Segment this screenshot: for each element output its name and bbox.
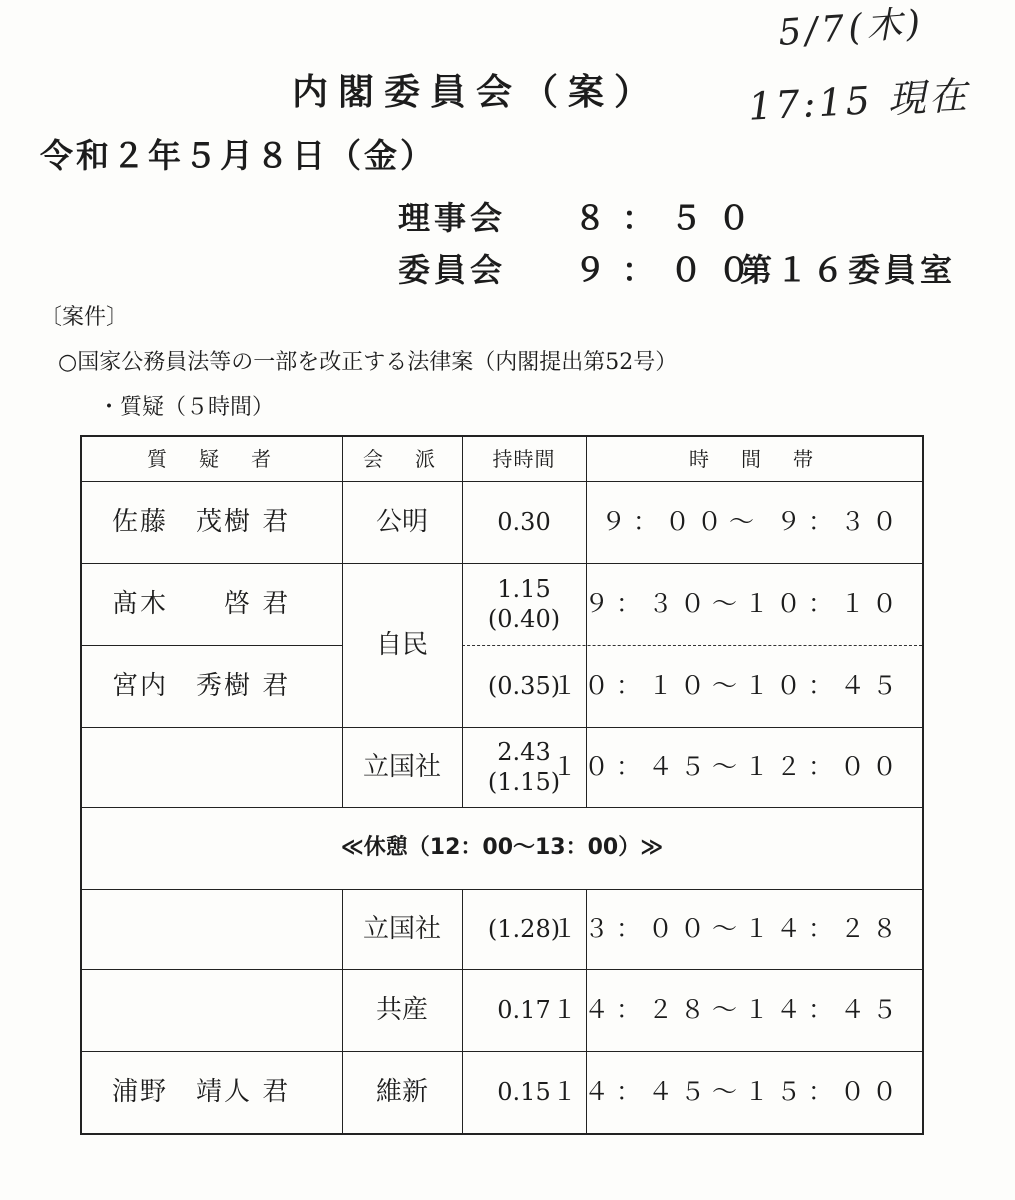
time-slot: １０：１０～１０：４５ (551, 671, 904, 700)
party-name: 共産 (375, 995, 428, 1025)
time-slot: ９：３０～１０：１０ (583, 589, 904, 618)
party-name: 立国社 (362, 914, 441, 944)
handwritten-date: 5/7(木) (776, 2, 926, 55)
time-slot: １０：４５～１２：００ (551, 752, 904, 781)
questioner-name: 宮内 秀樹 君 (112, 671, 291, 701)
questioner-name: 浦野 靖人 君 (112, 1077, 291, 1107)
duration-value: 2.43 (497, 738, 551, 766)
party-name: 立国社 (362, 752, 441, 782)
duration-subvalue: (1.15) (487, 768, 561, 796)
questioner-name: 佐藤 茂樹 君 (112, 507, 291, 537)
questioner-name (82, 969, 342, 1051)
duration-value: 1.15 (497, 575, 551, 603)
duration (462, 481, 586, 563)
header-party: 会 派 (363, 447, 441, 471)
session-label-iinkai: 委員会 (398, 251, 507, 289)
time-slot: １４：２８～１４：４５ (551, 995, 904, 1024)
lunch-break: ≪休憩（12：00～13：00）≫ (340, 835, 664, 860)
party-name: 自民 (375, 630, 428, 660)
party-name: 維新 (375, 1077, 428, 1107)
duration-value: 0.17 (497, 996, 551, 1024)
duration-value: 0.30 (497, 508, 551, 536)
questioner-name (82, 727, 342, 807)
duration-value: (1.28) (487, 915, 561, 943)
time-slot: １４：４５～１５：００ (551, 1077, 904, 1106)
session-label-rijikai: 理事会 (398, 199, 507, 237)
schedule-table (80, 435, 924, 1135)
party-name: 公明 (375, 507, 428, 537)
session-time-iinkai: ９：００ (574, 251, 767, 289)
session-time-rijikai: ８：５０ (574, 199, 767, 237)
questioner-name: 髙木 啓 君 (112, 589, 291, 619)
duration-subvalue: (0.40) (487, 605, 561, 633)
duration-value: (0.35) (487, 672, 561, 700)
duration-value: 0.15 (497, 1078, 551, 1106)
questioner-name (82, 889, 342, 969)
header-duration: 持時間 (492, 447, 556, 471)
time-slot: １３：００～１４：２８ (551, 914, 904, 943)
time-slot: ９：００～ ９：３０ (601, 507, 904, 536)
meeting-date: 令和２年５月８日（金） (40, 136, 436, 175)
questioning-note: ・質疑（５時間） (98, 395, 275, 420)
bill-title: ○国家公務員法等の一部を改正する法律案（内閣提出第52号） (58, 350, 678, 375)
agenda-heading: 〔案件〕 (40, 305, 129, 330)
header-time-slot: 時 間 帯 (689, 447, 819, 471)
header-questioner: 質 疑 者 (147, 447, 277, 471)
duration (462, 563, 586, 645)
handwritten-status: 17:15 現在 (747, 73, 971, 129)
session-room-iinkai: 第１６委員室 (740, 251, 957, 289)
document-title: 内閣委員会（案） (292, 72, 661, 113)
